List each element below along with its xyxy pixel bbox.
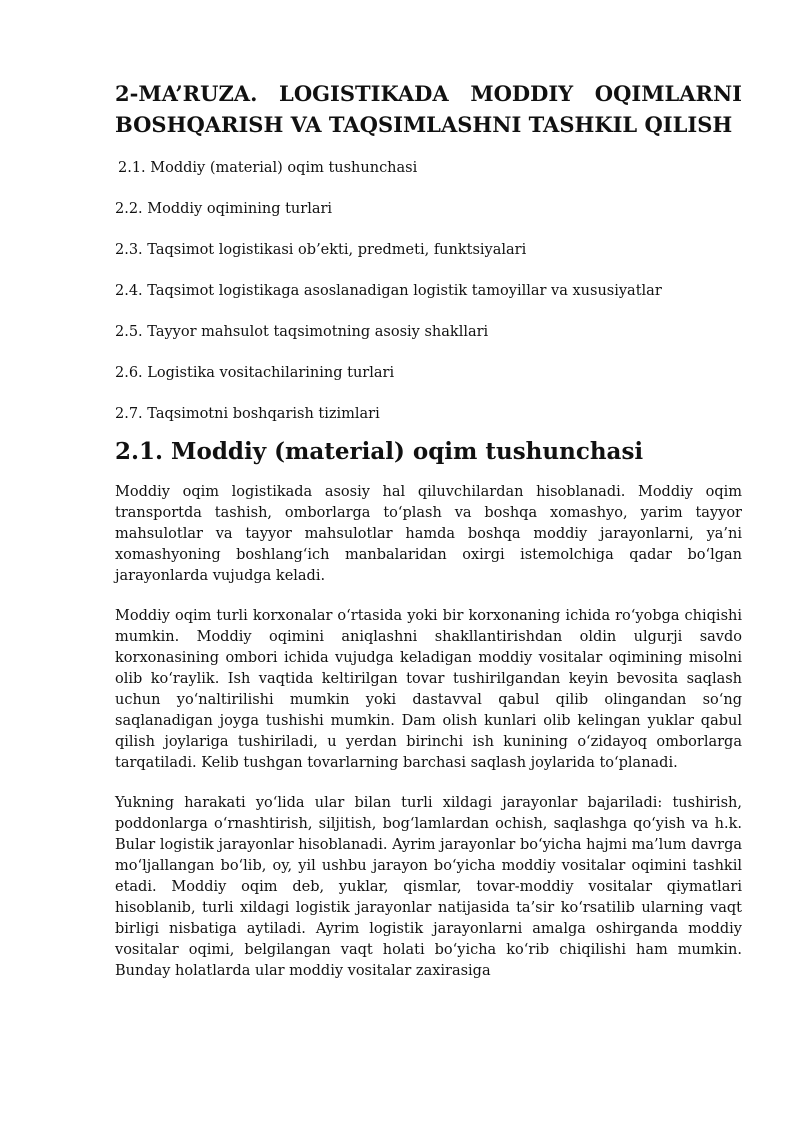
toc-item: 2.1. Moddiy (material) oqim tushunchasi (118, 160, 418, 176)
lecture-title: 2-MA’RUZA. LOGISTIKADA MODDIY OQIMLARNI BOSHQARISH VA TAQSIMLASHNI TASHKIL QILISH (115, 81, 742, 137)
toc-item: 2.3. Taqsimot logistikasi ob’ekti, predmeti, funktsiyalari (115, 242, 527, 258)
toc-item: 2.2. Moddiy oqimining turlari (115, 201, 333, 217)
toc-item: 2.4. Taqsimot logistikaga asoslanadigan logistik tamoyillar va xususiyatlar (115, 283, 662, 299)
toc-item: 2.5. Tayyor mahsulot taqsimotning asosiy shakllari (115, 324, 489, 340)
document-page (115, 78, 742, 1001)
table-of-contents (115, 158, 742, 424)
toc-item: 2.6. Logistika vositachilarining turlari (115, 365, 395, 381)
body-paragraph: Moddiy oqim logistikada asosiy hal qiluvchilardan hisoblanadi. Moddiy oqim transportda tashish, omborlarga to‘plash va boshqa xomashyo, yarim tayyor mahsulotlar va tayyor mahsulotlar hamda boshqa moddiy jarayonlarni, ya’ni xomashyoning boshlang‘ich manbalaridan oxirgi istemolchiga qadar bo‘lgan jarayonlarda vujudga keladi. (115, 484, 742, 584)
toc-item: 2.7. Taqsimotni boshqarish tizimlari (115, 406, 380, 422)
section-heading: 2.1. Moddiy (material) oqim tushunchasi (115, 438, 644, 465)
body-paragraph: Moddiy oqim turli korxonalar o‘rtasida yoki bir korxonaning ichida ro‘yobga chiqishi mumkin. Moddiy oqimini aniqlashni shakllantirishdan oldin ulgurji savdo korxonasining ombori ichida vujudga keladigan moddiy vositalar oqimining misolni olib ko‘raylik. Ish vaqtida keltirilgan tovar tushirilgandan keyin bevosita saqlash uchun yo‘naltirilishi mumkin yoki dastavval qabul qilib olingandan so‘ng saqlanadigan joyga tushishi mumkin. Dam olish kunlari olib kelingan yuklar qabul qilish joylariga tushiriladi, u yerdan birinchi ish kunining o‘zidayoq omborlarga tarqatiladi. Kelib tushgan tovarlarning barchasi saqlash joylarida to‘planadi. (115, 608, 742, 771)
body-paragraph: Yukning harakati yo‘lida ular bilan turli xildagi jarayonlar bajariladi: tushirish, poddonlarga o‘rnashtirish, siljitish, bog‘lamlardan ochish, saqlashga qo‘yish va h.k. Bular logistik jarayonlar hisoblanadi. Ayrim jarayonlar bo‘yicha hajmi ma’lum davrga mo‘ljallangan bo‘lib, oy, yil ushbu jarayon bo‘yicha moddiy vositalar oqimini tashkil etadi. Moddiy oqim deb, yuklar, qismlar, tovar-moddiy vositalar qiymatlari hisoblanib, turli xildagi logistik jarayonlar natijasida ta’sir ko‘rsatilib ularning vaqt birligi nisbatiga aytiladi. Ayrim logistik jarayonlarni amalga oshirganda moddiy vositalar oqimi, belgilangan vaqt holati bo‘yicha ko‘rib chiqilishi ham mumkin. Bunday holatlarda ular moddiy vositalar zaxirasiga (115, 795, 742, 979)
